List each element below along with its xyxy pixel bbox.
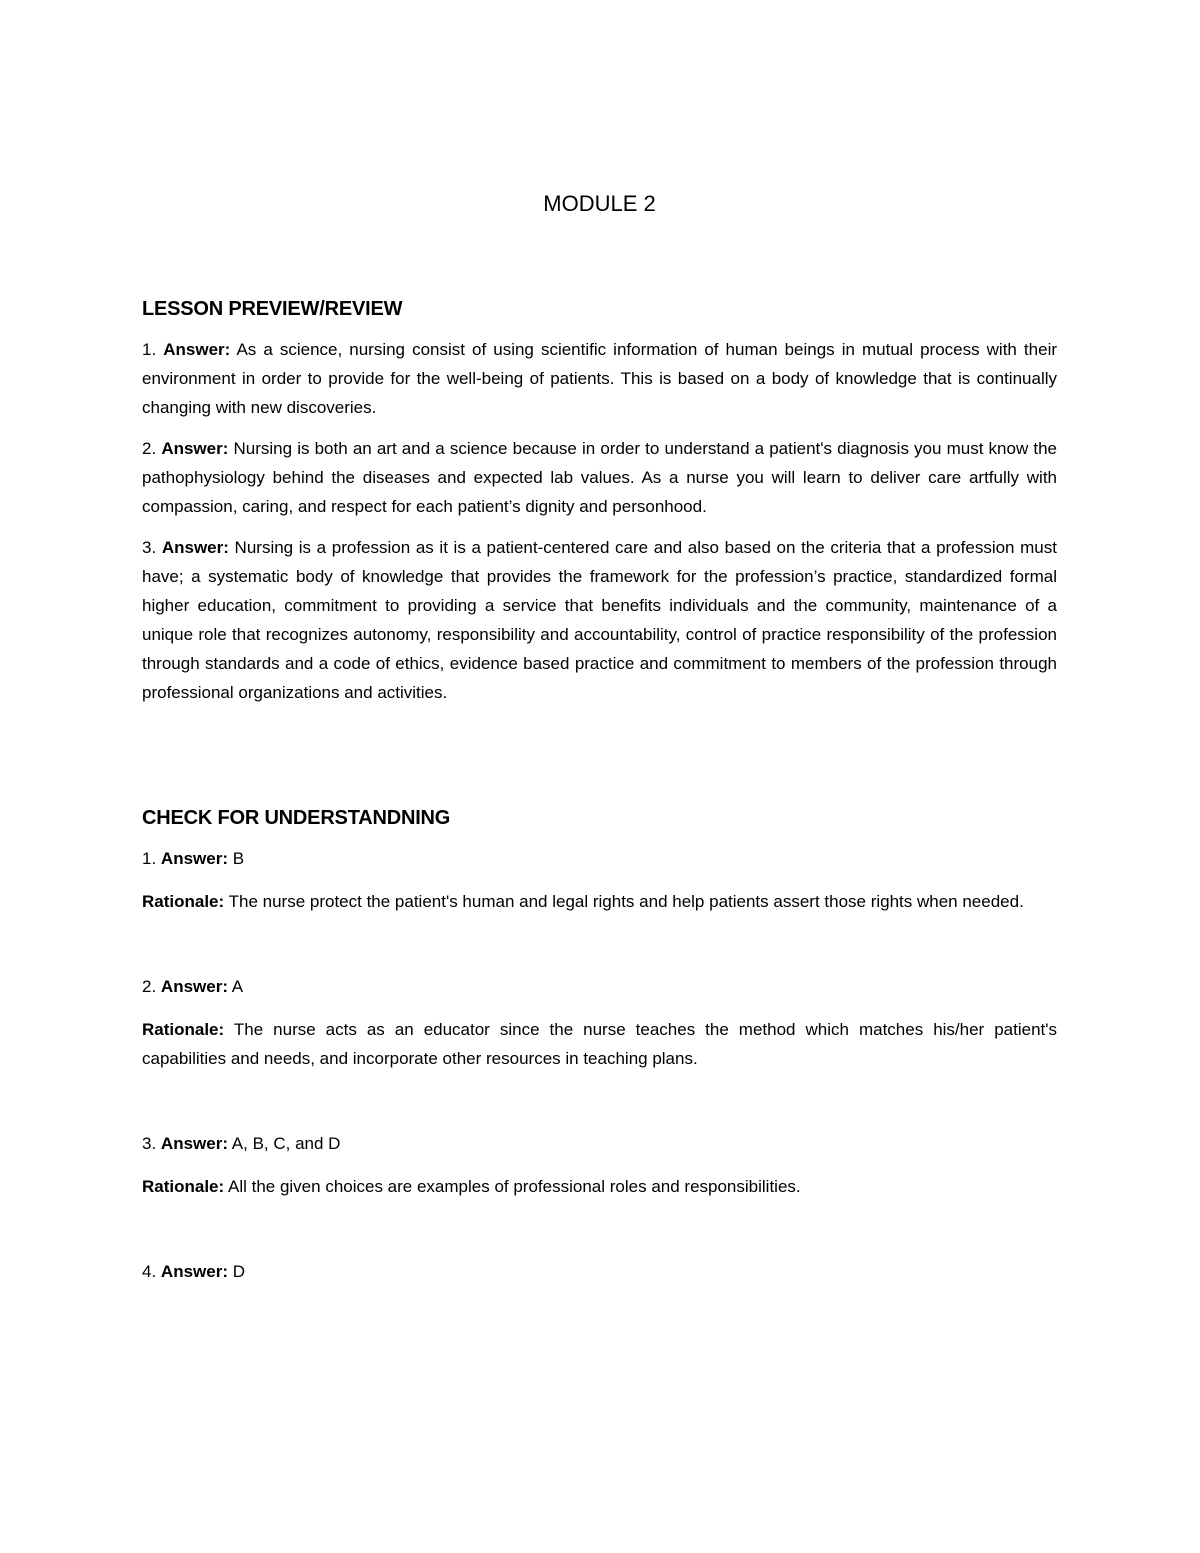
lesson-answer-1 bbox=[142, 335, 1057, 422]
answer-label: Answer: bbox=[160, 849, 228, 868]
check-rationale bbox=[142, 1172, 1057, 1201]
document-body bbox=[142, 190, 1057, 1300]
check-section-heading: CHECK FOR UNDERSTANDNING bbox=[142, 807, 451, 829]
answer-number: 1. bbox=[142, 340, 157, 359]
answer-number: 4. bbox=[142, 1262, 157, 1281]
answer-text: Nursing is both an art and a science because in order to understand a patient's diagnosis you must know the pathophysiology behind the diseases and expected lab values. As a nurse you will learn to deliver care artfully with compassion, caring, and respect for each patient’s dignity and personhood. bbox=[142, 439, 1057, 516]
answer-label: Answer: bbox=[160, 1262, 228, 1281]
answer-label: Answer: bbox=[163, 340, 231, 359]
check-item-2 bbox=[142, 972, 1057, 1073]
answer-label: Answer: bbox=[161, 538, 229, 557]
check-item-4 bbox=[142, 1257, 1057, 1286]
module-title: MODULE 2 bbox=[543, 191, 656, 216]
answer-label: Answer: bbox=[160, 1134, 228, 1153]
check-answer bbox=[142, 1257, 1057, 1286]
check-rationale bbox=[142, 1015, 1057, 1073]
answer-number: 3. bbox=[142, 538, 157, 557]
rationale-text: The nurse acts as an educator since the nurse teaches the method which matches his/her patient's capabilities and needs, and incorporate other resources in teaching plans. bbox=[142, 1020, 1057, 1068]
answer-number: 1. bbox=[142, 849, 157, 868]
answer-text: Nursing is a profession as it is a patient-centered care and also based on the criteria that a profession must have; a systematic body of knowledge that provides the framework for the profession’s practice, standardized formal higher education, commitment to providing a service that benefits individuals and the community, maintenance of a unique role that recognizes autonomy, responsibility and accountability, control of practice responsibility of the profession through standards and a code of ethics, evidence based practice and commitment to members of the profession through professional organizations and activities. bbox=[142, 538, 1057, 702]
answer-number: 2. bbox=[142, 439, 157, 458]
check-rationale bbox=[142, 887, 1057, 916]
rationale-label: Rationale: bbox=[142, 1020, 225, 1039]
answer-text: As a science, nursing consist of using scientific information of human beings in mutual process with their environment in order to provide for the well-being of patients. This is based on a body of knowledge that is continually changing with new discoveries. bbox=[142, 340, 1058, 417]
answer-value: D bbox=[232, 1262, 246, 1281]
lesson-answer-2 bbox=[142, 434, 1057, 521]
check-item-1 bbox=[142, 844, 1057, 916]
rationale-label: Rationale: bbox=[142, 892, 225, 911]
answer-number: 2. bbox=[142, 977, 157, 996]
answer-value: A, B, C, and D bbox=[231, 1134, 341, 1153]
answer-value: A bbox=[231, 977, 244, 996]
check-answer bbox=[142, 972, 1057, 1001]
rationale-text: All the given choices are examples of professional roles and responsibilities. bbox=[227, 1177, 801, 1196]
lesson-section-heading: LESSON PREVIEW/REVIEW bbox=[142, 298, 403, 320]
answer-label: Answer: bbox=[160, 977, 228, 996]
lesson-answer-3 bbox=[142, 533, 1057, 707]
check-answer bbox=[142, 844, 1057, 873]
answer-number: 3. bbox=[142, 1134, 157, 1153]
rationale-label: Rationale: bbox=[142, 1177, 225, 1196]
check-answer bbox=[142, 1129, 1057, 1158]
answer-value: B bbox=[232, 849, 245, 868]
answer-label: Answer: bbox=[161, 439, 229, 458]
rationale-text: The nurse protect the patient's human and legal rights and help patients assert those rights when needed. bbox=[228, 892, 1024, 911]
check-item-3 bbox=[142, 1129, 1057, 1201]
